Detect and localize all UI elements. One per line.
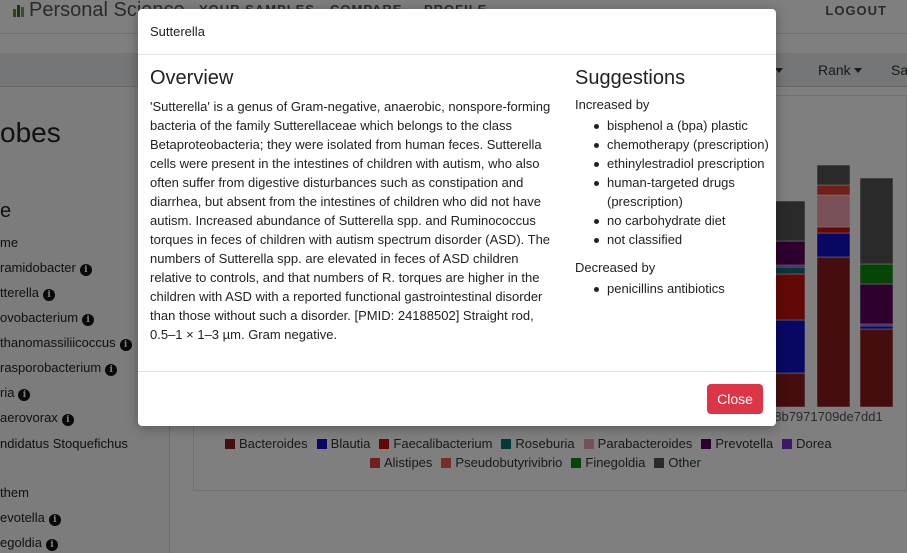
increased-by-label: Increased by	[575, 97, 650, 112]
suggestions-heading: Suggestions	[575, 67, 686, 89]
modal-title: Sutterella	[150, 24, 205, 39]
suggestion-item: no carbohydrate diet	[607, 211, 770, 230]
suggestion-item: human-targeted drugs (prescription)	[607, 173, 770, 211]
modal-header	[138, 9, 776, 55]
info-modal	[138, 9, 776, 426]
modal-footer	[138, 371, 776, 426]
suggestion-item: bisphenol a (bpa) plastic	[607, 116, 770, 135]
suggestion-item: ethinylestradiol prescription	[607, 154, 770, 173]
overview-text: 'Sutterella' is a genus of Gram-negative, anaerobic, nonspore-forming bacteria of the family Sutterellaceae which belongs to the class Betaproteobacteria; they were isolated from human feces. Sutterella cells were present in the intestines of children with autism, who also often suffer from digestive disturbances such as constipation and diarrhea, but absent from the intestines of children who did not have autism. Increased abundance of Sutterella spp. and Ruminococcus torques in feces of children with autism spectrum disorder (ASD). The numbers of Sutterella spp. are elevated in feces of ASD children relative to controls, and that numbers of R. torques are higher in the children with ASD with a reported functional gastrointestinal disorder than those without such a disorder. [PMID: 24188502] Straight rod, 0.5–1 × 1–3 µm. Gram negative.	[150, 99, 551, 342]
suggestions-section	[575, 67, 770, 298]
suggestion-item: not classified	[607, 230, 770, 249]
increased-by-list	[575, 116, 770, 249]
overview-section	[150, 67, 555, 344]
modal-body[interactable]	[138, 55, 776, 371]
decreased-by-label: Decreased by	[575, 260, 656, 275]
suggestion-item: penicillins antibiotics	[607, 279, 770, 298]
decreased-by-list	[575, 279, 770, 298]
suggestion-item: chemotherapy (prescription)	[607, 137, 769, 152]
close-button[interactable]: Close	[707, 384, 763, 414]
overview-heading: Overview	[150, 67, 234, 89]
